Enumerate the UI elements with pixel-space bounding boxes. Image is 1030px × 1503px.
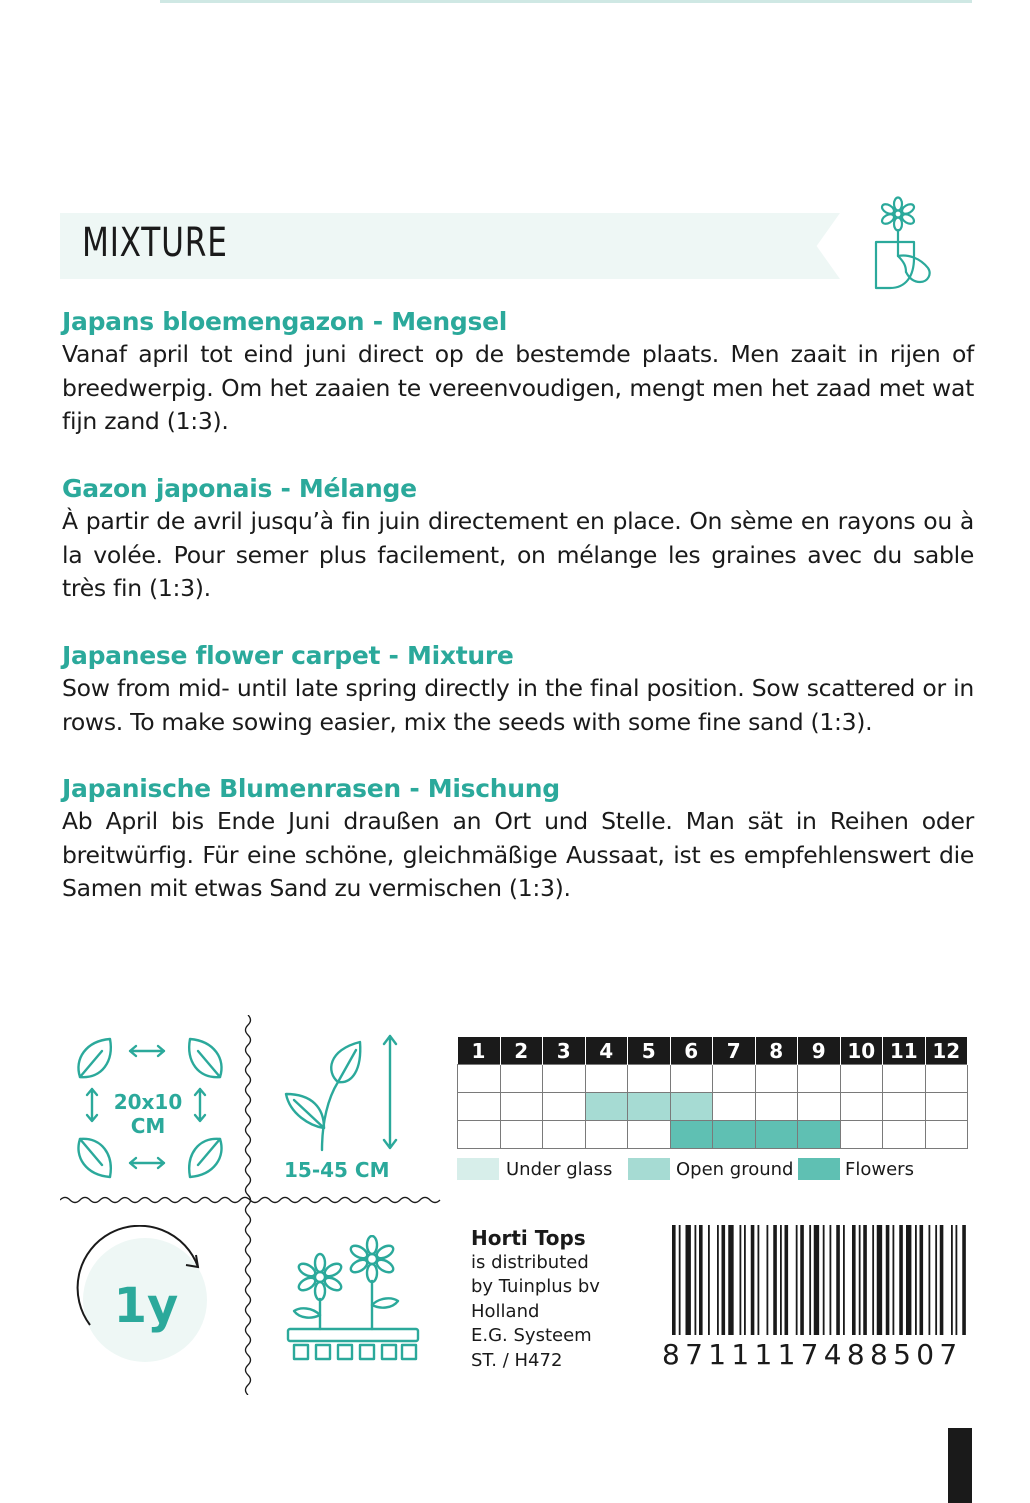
heading-french: Gazon japonais - Mélange (62, 474, 417, 503)
barcode-bar (773, 1225, 777, 1335)
heading-german: Japanische Blumenrasen - Mischung (62, 774, 560, 803)
barcode-bar (877, 1225, 882, 1335)
barcode-number: 8711117488507 (662, 1338, 963, 1371)
calendar-cell (840, 1121, 883, 1149)
calendar-cell (713, 1093, 756, 1121)
plant-height-icon (282, 1032, 407, 1157)
calendar-cell (755, 1093, 798, 1121)
calendar-cell (585, 1121, 628, 1149)
spacing-unit: CM (130, 1114, 166, 1138)
barcode-bar (800, 1225, 804, 1335)
barcode-bar (686, 1225, 691, 1335)
calendar-month-8: 8 (755, 1037, 798, 1065)
calendar-cell (670, 1093, 713, 1121)
barcode-bar (722, 1225, 726, 1335)
calendar-month-11: 11 (883, 1037, 926, 1065)
calendar-cell (670, 1065, 713, 1093)
calendar-month-row (458, 1037, 968, 1065)
section-dutch (62, 307, 974, 439)
calendar-cell (798, 1065, 841, 1093)
section-german (62, 774, 974, 906)
calendar-cell (798, 1093, 841, 1121)
legend-swatch-flowers (798, 1158, 840, 1180)
body-dutch: Vanaf april tot eind juni direct op de bestemde plaats. Men zaait in rijen of breedwerpig. Om het zaaien te vereenvoudigen, mengt men het zaad met wat fijn zand (1:3). (62, 340, 974, 435)
calendar-cell (628, 1065, 671, 1093)
calendar-cell (543, 1121, 586, 1149)
calendar-cell (883, 1093, 926, 1121)
calendar-row-flowers (458, 1121, 968, 1149)
distributor-info (471, 1226, 600, 1373)
barcode-bar (679, 1225, 681, 1335)
barcode-bar (708, 1225, 710, 1335)
spacing-value: 20x10 (113, 1090, 183, 1114)
barcode-bar (699, 1225, 703, 1335)
barcode-bar (962, 1225, 966, 1335)
barcode-bar (940, 1225, 944, 1335)
calendar-cell (585, 1065, 628, 1093)
barcode-bar (852, 1225, 856, 1335)
banner-title: MIXTURE (82, 220, 228, 266)
calendar-cell (840, 1093, 883, 1121)
calendar-month-7: 7 (713, 1037, 756, 1065)
section-english (62, 641, 974, 739)
barcode-bar (767, 1225, 769, 1335)
barcode-bar (915, 1225, 917, 1335)
calendar-month-10: 10 (840, 1037, 883, 1065)
barcode-bar (728, 1225, 733, 1335)
calendar-row-under-glass (458, 1065, 968, 1093)
distributor-line: is distributed (471, 1251, 589, 1273)
calendar-cell (500, 1093, 543, 1121)
barcode-bar (758, 1225, 760, 1335)
body-german: Ab April bis Ende Juni draußen an Ort und Stelle. Man sät in Reihen oder breitwürfig. Für eine schöne, gleichmäßige Aussaat, ist es empfehlenswert die Samen mit etwas Sand zu vermischen (1:3). (62, 807, 974, 902)
calendar-cell (925, 1093, 968, 1121)
barcode-bar (863, 1225, 867, 1335)
barcode-bar (906, 1225, 911, 1335)
calendar-cell (925, 1065, 968, 1093)
barcode-bar (830, 1225, 832, 1335)
calendar-month-2: 2 (500, 1037, 543, 1065)
calendar-cell (458, 1121, 501, 1149)
calendar-month-4: 4 (585, 1037, 628, 1065)
barcode-bar (893, 1225, 895, 1335)
barcode-bar (796, 1225, 798, 1335)
calendar-cell (925, 1121, 968, 1149)
calendar-cell (713, 1121, 756, 1149)
calendar-cell (500, 1121, 543, 1149)
calendar-cell (755, 1065, 798, 1093)
calendar-cell (883, 1065, 926, 1093)
print-marker (948, 1428, 972, 1503)
barcode-bar (872, 1225, 874, 1335)
barcode-bar (929, 1225, 931, 1335)
calendar-cell (500, 1065, 543, 1093)
barcode-bar (843, 1225, 845, 1335)
barcode-bar (859, 1225, 861, 1335)
calendar-month-9: 9 (798, 1037, 841, 1065)
calendar-cell (458, 1093, 501, 1121)
barcode-bar (695, 1225, 697, 1335)
body-english: Sow from mid- until late spring directly in the final position. Sow scattered or in rows. To make sowing easier, mix the seeds with some fine sand (1:3). (62, 674, 974, 736)
calendar-cell (670, 1121, 713, 1149)
calendar-month-12: 12 (925, 1037, 968, 1065)
brand-name: Horti Tops (471, 1226, 586, 1250)
top-divider (160, 0, 972, 3)
barcode-bar (899, 1225, 903, 1335)
legend-label-under-glass: Under glass (506, 1159, 613, 1180)
section-french (62, 474, 974, 606)
calendar-cell (713, 1065, 756, 1093)
distributor-line: by Tuinplus bv (471, 1276, 600, 1297)
barcode-bar (672, 1225, 676, 1335)
calendar-cell (798, 1121, 841, 1149)
legend-swatch-under-glass (457, 1158, 499, 1180)
flowers-tray-icon (280, 1235, 450, 1365)
barcode-bar (836, 1225, 840, 1335)
legend-label-open-ground: Open ground (676, 1159, 794, 1180)
legend-label-flowers: Flowers (845, 1159, 914, 1180)
barcode-bar (886, 1225, 890, 1335)
calendar-month-3: 3 (543, 1037, 586, 1065)
barcode (670, 1225, 970, 1350)
barcode-bar (740, 1225, 742, 1335)
barcode-bar (780, 1225, 782, 1335)
seed-bag-flower-icon (858, 196, 938, 292)
calendar-cell (543, 1065, 586, 1093)
barcode-bar (785, 1225, 789, 1335)
calendar-cell (840, 1065, 883, 1093)
calendar-cell (628, 1093, 671, 1121)
plant-height-label: 15-45 CM (284, 1158, 390, 1182)
calendar-row-open-ground (458, 1093, 968, 1121)
barcode-bar (956, 1225, 958, 1335)
barcode-bar (823, 1225, 825, 1335)
distributor-line: Holland (471, 1300, 540, 1322)
horizontal-wavy-divider (60, 1193, 445, 1207)
distributor-line: E.G. Systeem (471, 1325, 592, 1346)
barcode-bar (814, 1225, 819, 1335)
heading-dutch: Japans bloemengazon - Mengsel (62, 307, 508, 336)
calendar-cell (883, 1121, 926, 1149)
barcode-bar (717, 1225, 719, 1335)
barcode-bar (951, 1225, 953, 1335)
calendar-month-6: 6 (670, 1037, 713, 1065)
body-french: À partir de avril jusqu’à fin juin directement en place. On sème en rayons ou à la volée. Pour semer plus facilement, on mélange les graines avec du sable très fin (1:3). (62, 507, 974, 602)
sowing-calendar (457, 1037, 968, 1149)
heading-english: Japanese flower carpet - Mixture (62, 641, 514, 670)
barcode-bar (920, 1225, 924, 1335)
calendar-month-5: 5 (628, 1037, 671, 1065)
distributor-line: ST. / H472 (471, 1349, 563, 1371)
barcode-bar (751, 1225, 755, 1335)
calendar-cell (755, 1121, 798, 1149)
calendar-cell (543, 1093, 586, 1121)
lifecycle-label: 1y (113, 1278, 179, 1334)
calendar-month-1: 1 (458, 1037, 501, 1065)
barcode-bar (809, 1225, 811, 1335)
calendar-cell (585, 1093, 628, 1121)
calendar-cell (628, 1121, 671, 1149)
calendar-cell (458, 1065, 501, 1093)
barcode-bar (744, 1225, 746, 1335)
legend-swatch-open-ground (628, 1158, 670, 1180)
barcode-bar (935, 1225, 937, 1335)
